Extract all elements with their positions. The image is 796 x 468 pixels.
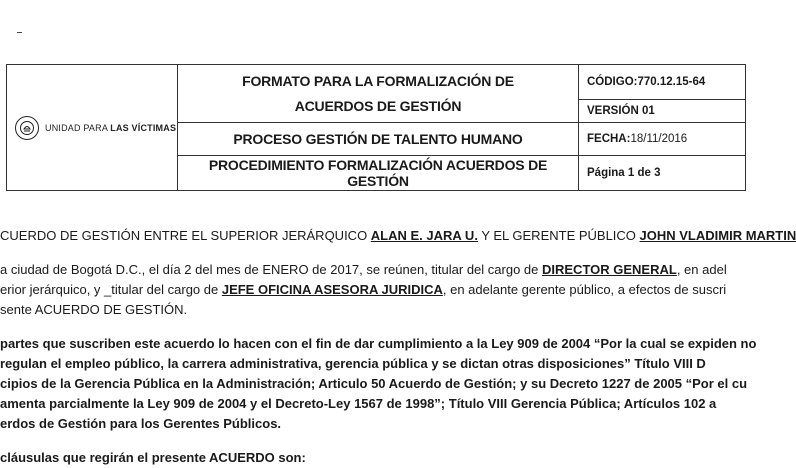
logo (7, 116, 177, 140)
document-body (0, 226, 796, 468)
jefe-cargo: JEFE OFICINA ASESORA JURIDICA (221, 282, 443, 297)
agreement-heading: CUERDO DE GESTIÓN ENTRE EL SUPERIOR JERÁRQUICO ALAN E. JARA U. Y EL GERENTE PÚBLICO JOHN VLADIMIR MARTIN (0, 228, 796, 243)
procedure-title: PROCEDIMIENTO FORMALIZACIÓN ACUERDOS DE GESTIÓN (178, 156, 579, 191)
paragraph-2-line-1: partes que suscriben este acuerdo lo hacen con el fin de dar cumplimiento a la Ley 909 de 2004 “Por la cual se expiden no (0, 336, 757, 351)
logo-cell (7, 65, 178, 191)
paragraph-2-line-3: cipios de la Gerencia Pública en la Administración; Articulo 50 Acuerdo de Gestión; y su Decreto 1227 de 2005 “Por el cu (0, 376, 748, 391)
date-value: 18/11/2016 (630, 133, 688, 145)
dash-mark (17, 32, 22, 33)
manager-name: JOHN VLADIMIR MARTIN (639, 228, 796, 243)
code-cell: CÓDIGO:770.12.15-64 (579, 65, 746, 100)
director-cargo: DIRECTOR GENERAL (542, 262, 677, 277)
document-header-table (6, 64, 746, 191)
logo-text-prefix: UNIDAD PARA (45, 122, 111, 133)
document-title (178, 65, 579, 123)
paragraph-1-line-1: a ciudad de Bogotá D.C., el día 2 del mes de ENERO de 2017, se reúnen, titular del cargo de DIRECTOR GENERAL, en adel (0, 262, 727, 277)
paragraph-1-line-3: sente ACUERDO DE GESTIÓN. (0, 302, 188, 317)
paragraph-2-line-2: regulan el empleo público, la carrera administrativa, gerencia pública y se dictan otras disposiciones” Título VIII D (0, 356, 706, 371)
date-label: FECHA: (587, 133, 631, 145)
clauses-intro: cláusulas que regirán el presente ACUERDO son: (0, 450, 306, 465)
version-cell: VERSIÓN 01 (579, 100, 746, 123)
superior-name: ALAN E. JARA U. (370, 228, 478, 243)
date-cell (579, 123, 746, 156)
logo-text-bold: LAS VÍCTIMAS (110, 122, 177, 133)
paragraph-1-line-2: erior jerárquico, y _titular del cargo de JEFE OFICINA ASESORA JURIDICA, en adelante gerente público, a efectos de suscri (0, 282, 727, 297)
paragraph-2-line-5: erdos de Gestión para los Gerentes Públicos. (0, 416, 282, 431)
title-line-1: FORMATO PARA LA FORMALIZACIÓN DE (242, 72, 514, 89)
logo-text (45, 123, 176, 133)
title-line-2: ACUERDOS DE GESTIÓN (294, 97, 462, 114)
process-title: PROCESO GESTIÓN DE TALENTO HUMANO (178, 123, 579, 156)
seal-icon (15, 116, 39, 140)
paragraph-2-line-4: amenta parcialmente la Ley 909 de 2004 y el Decreto-Ley 1567 de 1998”; Título VIII Gerencia Pública; Artículos 102 a (0, 396, 717, 411)
page-number: Página 1 de 3 (579, 156, 746, 191)
